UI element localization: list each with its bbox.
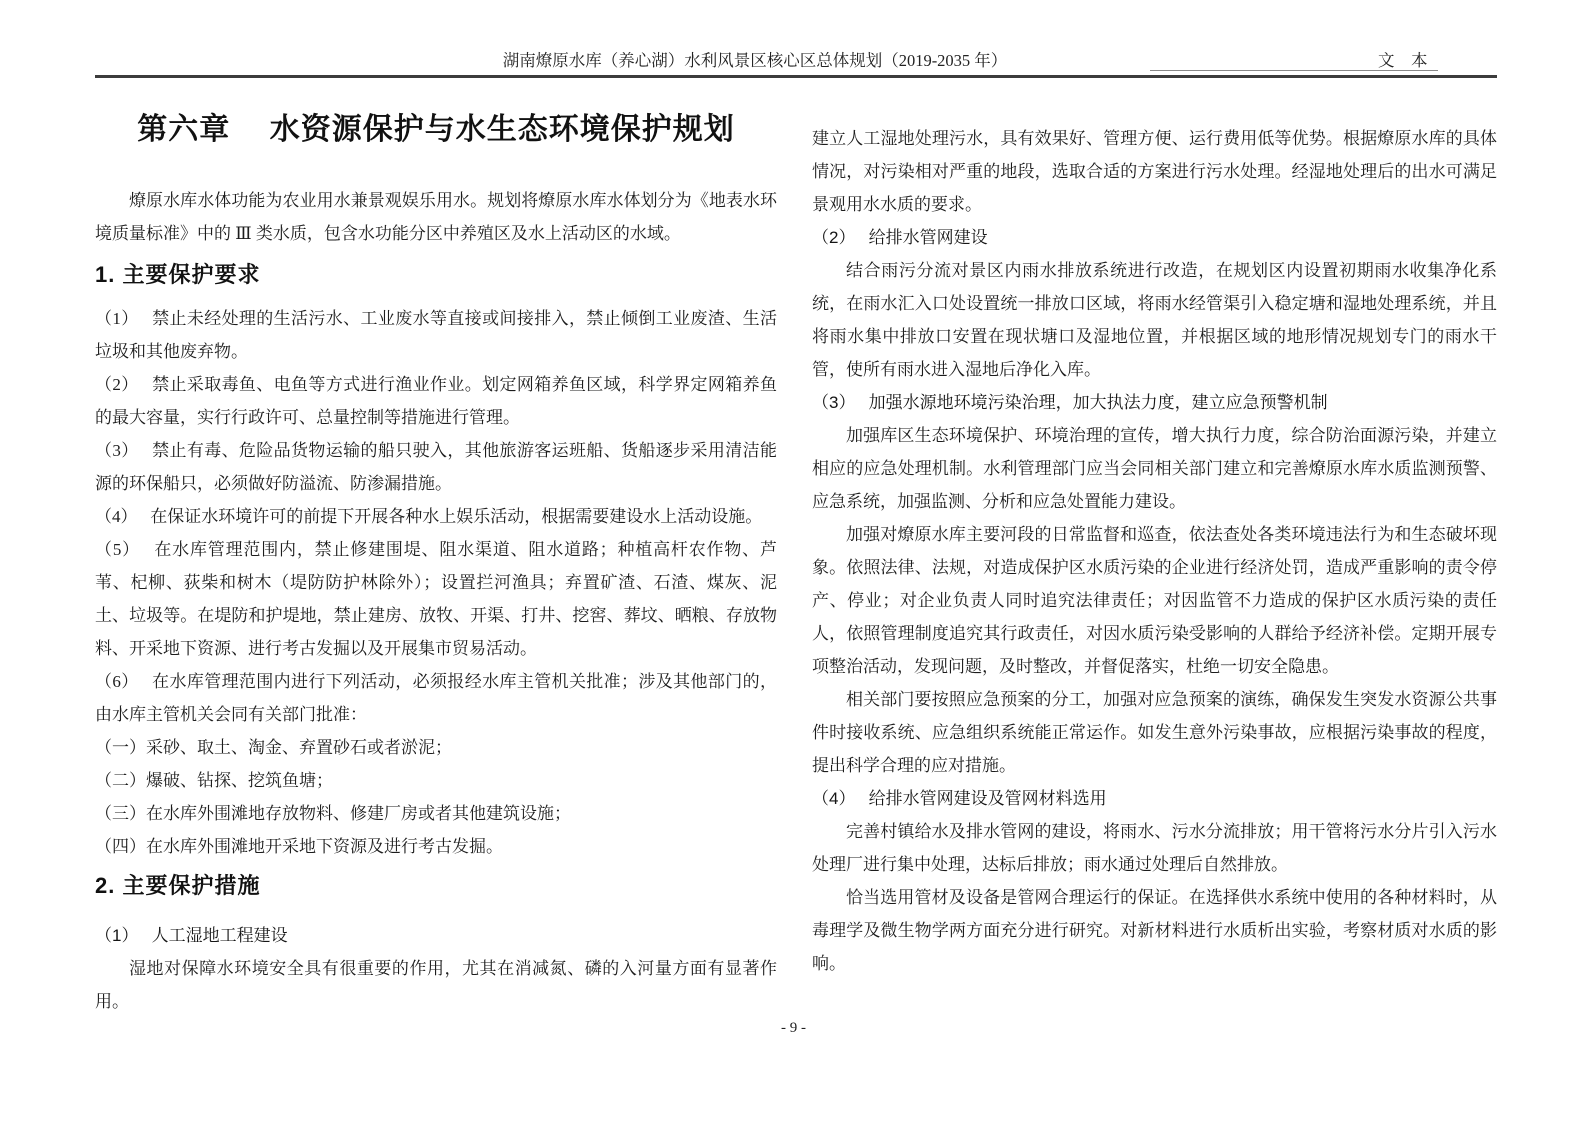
header-rule bbox=[95, 75, 1497, 78]
measure-3-paragraph-3: 相关部门要按照应急预案的分工，加强对应急预案的演练，确保发生突发水资源公共事件时接收系统、应急组织系统能正常运作。如发生意外污染事故，应根据污染事故的程度，提出科学合理的应对措施。 bbox=[812, 690, 1497, 775]
header-doc-type-label: 文 本 bbox=[1378, 51, 1428, 70]
section-2-heading: 2. 主要保护措施 bbox=[95, 873, 261, 898]
section-1-heading: 1. 主要保护要求 bbox=[95, 262, 261, 287]
measure-2-paragraph: 结合雨污分流对景区内雨水排放系统进行改造，在规划区内设置初期雨水收集净化系统，在雨水汇入口处设置统一排放口区域，将雨水经管渠引入稳定塘和湿地处理系统，并且将雨水集中排放口安置在现状塘口及湿地位置，并根据区域的地形情况规划专门的雨水干管，使所有雨水进入湿地后净化入库。 bbox=[812, 261, 1497, 379]
requirement-subitem-4: （四）在水库外围滩地开采地下资源及进行考古发掘。 bbox=[95, 837, 503, 856]
page-number: - 9 - bbox=[781, 1020, 806, 1036]
measure-3-paragraph-2: 加强对燎原水库主要河段的日常监督和巡查，依法查处各类环境违法行为和生态破坏现象。依照法律、法规，对造成保护区水质污染的企业进行经济处罚，造成严重影响的责令停产、停业；对企业负责人同时追究法律责任；对因监管不力造成的保护区水质污染的责任人，依照管理制度追究其行政责任，对因水质污染受影响的人群给予经济补偿。定期开展专项整治活动，发现问题，及时整改，并督促落实，杜绝一切安全隐患。 bbox=[812, 525, 1497, 676]
header-document-title: 湖南燎原水库（养心湖）水利风景区核心区总体规划（2019-2035 年） bbox=[502, 51, 1008, 70]
measure-4-paragraph-1: 完善村镇给水及排水管网的建设，将雨水、污水分流排放；用干管将污水分片引入污水处理厂进行集中处理，达标后排放；雨水通过处理后自然排放。 bbox=[812, 822, 1497, 874]
requirement-item-5: （5） 在水库管理范围内，禁止修建围堤、阻水渠道、阻水道路；种植高杆农作物、芦苇、杞柳、荻柴和树木（堤防防护林除外）；设置拦河渔具；弃置矿渣、石渣、煤灰、泥土、垃圾等。在堤防和护堤地，禁止建房、放牧、开渠、打井、挖窖、葬坟、晒粮、存放物料、开采地下资源、进行考古发掘以及开展集市贸易活动。 bbox=[95, 540, 777, 658]
wetland-continuation-paragraph: 建立人工湿地处理污水，具有效果好、管理方便、运行费用低等优势。根据燎原水库的具体情况，对污染相对严重的地段，选取合适的方案进行污水处理。经湿地处理后的出水可满足景观用水水质的要求。 bbox=[812, 129, 1497, 214]
measure-1-heading: （1） 人工湿地工程建设 bbox=[95, 926, 288, 945]
measure-2-heading: （2） 给排水管网建设 bbox=[812, 228, 988, 247]
requirement-item-2: （2） 禁止采取毒鱼、电鱼等方式进行渔业作业。划定网箱养鱼区域，科学界定网箱养鱼的最大容量，实行行政许可、总量控制等措施进行管理。 bbox=[95, 375, 777, 427]
left-column bbox=[95, 110, 777, 1018]
chapter-title: 第六章 水资源保护与水生态环境保护规划 bbox=[137, 113, 735, 146]
measure-3-heading: （3） 加强水源地环境污染治理，加大执法力度，建立应急预警机制 bbox=[812, 393, 1328, 412]
measure-4-heading: （4） 给排水管网建设及管网材料选用 bbox=[812, 789, 1107, 808]
measure-1-paragraph: 湿地对保障水环境安全具有很重要的作用，尤其在消减氮、磷的入河量方面有显著作用。 bbox=[95, 959, 777, 1011]
requirement-item-3: （3） 禁止有毒、危险品货物运输的船只驶入，其他旅游客运班船、货船逐步采用清洁能源的环保船只，必须做好防溢流、防渗漏措施。 bbox=[95, 441, 777, 493]
requirement-subitem-3: （三）在水库外围滩地存放物料、修建厂房或者其他建筑设施； bbox=[95, 804, 571, 823]
right-column bbox=[812, 122, 1497, 980]
header-underline-thin bbox=[1150, 70, 1438, 71]
requirement-item-4: （4） 在保证水环境许可的前提下开展各种水上娱乐活动，根据需要建设水上活动设施。 bbox=[95, 507, 763, 526]
requirement-item-6: （6） 在水库管理范围内进行下列活动，必须报经水库主管机关批准；涉及其他部门的，由水库主管机关会同有关部门批准： bbox=[95, 672, 777, 724]
requirement-subitem-1: （一）采砂、取土、淘金、弃置砂石或者淤泥； bbox=[95, 738, 452, 757]
requirement-item-1: （1） 禁止未经处理的生活污水、工业废水等直接或间接排入，禁止倾倒工业废渣、生活垃圾和其他废弃物。 bbox=[95, 309, 777, 361]
measure-4-paragraph-2: 恰当选用管材及设备是管网合理运行的保证。在选择供水系统中使用的各种材料时，从毒理学及微生物学两方面充分进行研究。对新材料进行水质析出实验，考察材质对水质的影响。 bbox=[812, 888, 1497, 973]
measure-3-paragraph-1: 加强库区生态环境保护、环境治理的宣传，增大执行力度，综合防治面源污染，并建立相应的应急处理机制。水利管理部门应当会同相关部门建立和完善燎原水库水质监测预警、应急系统，加强监测、分析和应急处置能力建设。 bbox=[812, 426, 1497, 511]
requirement-subitem-2: （二）爆破、钻探、挖筑鱼塘； bbox=[95, 771, 333, 790]
intro-paragraph: 燎原水库水体功能为农业用水兼景观娱乐用水。规划将燎原水库水体划分为《地表水环境质量标准》中的 Ⅲ 类水质，包含水功能分区中养殖区及水上活动区的水域。 bbox=[95, 191, 777, 243]
